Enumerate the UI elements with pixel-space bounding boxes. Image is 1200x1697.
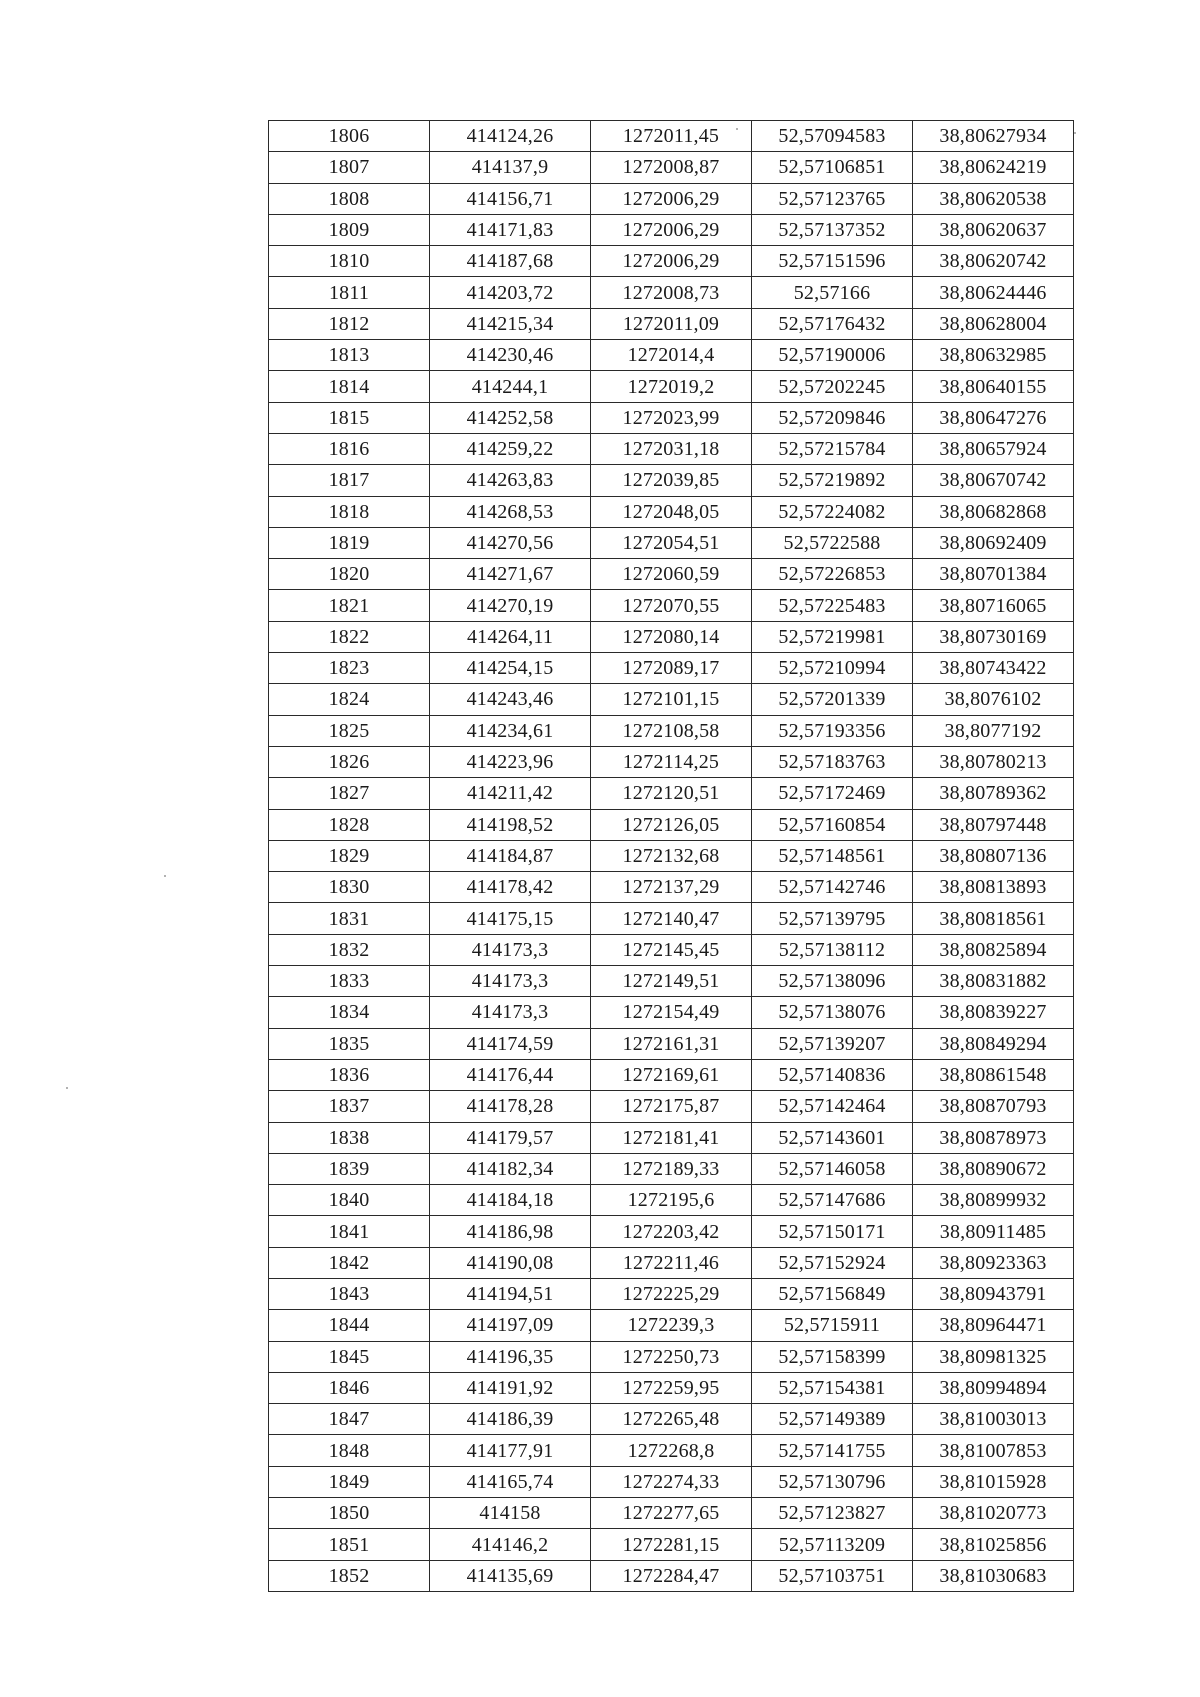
- point-number-cell: 1817: [269, 465, 430, 496]
- point-number-cell: 1841: [269, 1216, 430, 1247]
- point-number-cell: 1810: [269, 246, 430, 277]
- x-coordinate-cell: 414270,56: [430, 527, 591, 558]
- y-coordinate-cell: 1272250,73: [591, 1341, 752, 1372]
- table-row: [269, 1216, 1074, 1247]
- longitude-cell: 38,80849294: [913, 1028, 1074, 1059]
- y-coordinate-cell: 1272019,2: [591, 371, 752, 402]
- y-coordinate-cell: 1272225,29: [591, 1278, 752, 1309]
- point-number-cell: 1833: [269, 966, 430, 997]
- point-number-cell: 1811: [269, 277, 430, 308]
- y-coordinate-cell: 1272169,61: [591, 1059, 752, 1090]
- longitude-cell: 38,80627934: [913, 121, 1074, 152]
- table-row: [269, 1372, 1074, 1403]
- table-row: [269, 684, 1074, 715]
- longitude-cell: 38,80831882: [913, 966, 1074, 997]
- scan-speck: [736, 128, 738, 130]
- point-number-cell: 1837: [269, 1091, 430, 1122]
- longitude-cell: 38,81003013: [913, 1404, 1074, 1435]
- point-number-cell: 1808: [269, 183, 430, 214]
- point-number-cell: 1826: [269, 746, 430, 777]
- x-coordinate-cell: 414211,42: [430, 778, 591, 809]
- point-number-cell: 1836: [269, 1059, 430, 1090]
- table-row: [269, 1498, 1074, 1529]
- y-coordinate-cell: 1272154,49: [591, 997, 752, 1028]
- x-coordinate-cell: 414259,22: [430, 433, 591, 464]
- y-coordinate-cell: 1272149,51: [591, 966, 752, 997]
- table-row: [269, 1560, 1074, 1591]
- y-coordinate-cell: 1272080,14: [591, 621, 752, 652]
- table-row: [269, 121, 1074, 152]
- latitude-cell: 52,57137352: [752, 214, 913, 245]
- longitude-cell: 38,80716065: [913, 590, 1074, 621]
- latitude-cell: 52,57160854: [752, 809, 913, 840]
- latitude-cell: 52,57142746: [752, 872, 913, 903]
- x-coordinate-cell: 414176,44: [430, 1059, 591, 1090]
- x-coordinate-cell: 414178,28: [430, 1091, 591, 1122]
- longitude-cell: 38,80682868: [913, 496, 1074, 527]
- point-number-cell: 1832: [269, 934, 430, 965]
- x-coordinate-cell: 414171,83: [430, 214, 591, 245]
- latitude-cell: 52,57219981: [752, 621, 913, 652]
- point-number-cell: 1851: [269, 1529, 430, 1560]
- y-coordinate-cell: 1272211,46: [591, 1247, 752, 1278]
- latitude-cell: 52,5722588: [752, 527, 913, 558]
- y-coordinate-cell: 1272161,31: [591, 1028, 752, 1059]
- x-coordinate-cell: 414264,11: [430, 621, 591, 652]
- longitude-cell: 38,80813893: [913, 872, 1074, 903]
- longitude-cell: 38,81015928: [913, 1466, 1074, 1497]
- longitude-cell: 38,80825894: [913, 934, 1074, 965]
- y-coordinate-cell: 1272114,25: [591, 746, 752, 777]
- y-coordinate-cell: 1272006,29: [591, 246, 752, 277]
- latitude-cell: 52,57193356: [752, 715, 913, 746]
- point-number-cell: 1820: [269, 559, 430, 590]
- table-row: [269, 433, 1074, 464]
- latitude-cell: 52,57202245: [752, 371, 913, 402]
- point-number-cell: 1807: [269, 152, 430, 183]
- table-row: [269, 1059, 1074, 1090]
- point-number-cell: 1812: [269, 308, 430, 339]
- y-coordinate-cell: 1272031,18: [591, 433, 752, 464]
- table-row: [269, 809, 1074, 840]
- point-number-cell: 1846: [269, 1372, 430, 1403]
- table-row: [269, 527, 1074, 558]
- longitude-cell: 38,80981325: [913, 1341, 1074, 1372]
- longitude-cell: 38,80692409: [913, 527, 1074, 558]
- latitude-cell: 52,57152924: [752, 1247, 913, 1278]
- latitude-cell: 52,57113209: [752, 1529, 913, 1560]
- point-number-cell: 1824: [269, 684, 430, 715]
- longitude-cell: 38,80620742: [913, 246, 1074, 277]
- latitude-cell: 52,57138096: [752, 966, 913, 997]
- point-number-cell: 1816: [269, 433, 430, 464]
- table-row: [269, 746, 1074, 777]
- table-row: [269, 152, 1074, 183]
- point-number-cell: 1835: [269, 1028, 430, 1059]
- x-coordinate-cell: 414234,61: [430, 715, 591, 746]
- point-number-cell: 1843: [269, 1278, 430, 1309]
- point-number-cell: 1829: [269, 840, 430, 871]
- latitude-cell: 52,57106851: [752, 152, 913, 183]
- y-coordinate-cell: 1272274,33: [591, 1466, 752, 1497]
- x-coordinate-cell: 414223,96: [430, 746, 591, 777]
- point-number-cell: 1822: [269, 621, 430, 652]
- y-coordinate-cell: 1272070,55: [591, 590, 752, 621]
- y-coordinate-cell: 1272008,73: [591, 277, 752, 308]
- y-coordinate-cell: 1272284,47: [591, 1560, 752, 1591]
- y-coordinate-cell: 1272023,99: [591, 402, 752, 433]
- longitude-cell: 38,81025856: [913, 1529, 1074, 1560]
- x-coordinate-cell: 414156,71: [430, 183, 591, 214]
- table-row: [269, 1310, 1074, 1341]
- table-row: [269, 1247, 1074, 1278]
- y-coordinate-cell: 1272181,41: [591, 1122, 752, 1153]
- latitude-cell: 52,57142464: [752, 1091, 913, 1122]
- point-number-cell: 1852: [269, 1560, 430, 1591]
- longitude-cell: 38,80943791: [913, 1278, 1074, 1309]
- longitude-cell: 38,80620538: [913, 183, 1074, 214]
- y-coordinate-cell: 1272203,42: [591, 1216, 752, 1247]
- table-row: [269, 340, 1074, 371]
- point-number-cell: 1815: [269, 402, 430, 433]
- latitude-cell: 52,57210994: [752, 653, 913, 684]
- latitude-cell: 52,57130796: [752, 1466, 913, 1497]
- table-row: [269, 715, 1074, 746]
- latitude-cell: 52,57123765: [752, 183, 913, 214]
- table-row: [269, 1091, 1074, 1122]
- y-coordinate-cell: 1272014,4: [591, 340, 752, 371]
- x-coordinate-cell: 414124,26: [430, 121, 591, 152]
- table-row: [269, 778, 1074, 809]
- longitude-cell: 38,80789362: [913, 778, 1074, 809]
- table-row: [269, 934, 1074, 965]
- x-coordinate-cell: 414268,53: [430, 496, 591, 527]
- latitude-cell: 52,57215784: [752, 433, 913, 464]
- x-coordinate-cell: 414186,98: [430, 1216, 591, 1247]
- y-coordinate-cell: 1272132,68: [591, 840, 752, 871]
- longitude-cell: 38,80964471: [913, 1310, 1074, 1341]
- point-number-cell: 1847: [269, 1404, 430, 1435]
- longitude-cell: 38,80628004: [913, 308, 1074, 339]
- latitude-cell: 52,57166: [752, 277, 913, 308]
- table-row: [269, 559, 1074, 590]
- point-number-cell: 1839: [269, 1153, 430, 1184]
- table-row: [269, 465, 1074, 496]
- x-coordinate-cell: 414191,92: [430, 1372, 591, 1403]
- point-number-cell: 1819: [269, 527, 430, 558]
- latitude-cell: 52,57172469: [752, 778, 913, 809]
- x-coordinate-cell: 414184,18: [430, 1185, 591, 1216]
- point-number-cell: 1809: [269, 214, 430, 245]
- y-coordinate-cell: 1272101,15: [591, 684, 752, 715]
- scan-speck: [1074, 132, 1076, 134]
- table-row: [269, 903, 1074, 934]
- latitude-cell: 52,57094583: [752, 121, 913, 152]
- point-number-cell: 1825: [269, 715, 430, 746]
- table-row: [269, 1122, 1074, 1153]
- latitude-cell: 52,5715911: [752, 1310, 913, 1341]
- y-coordinate-cell: 1272145,45: [591, 934, 752, 965]
- latitude-cell: 52,57190006: [752, 340, 913, 371]
- y-coordinate-cell: 1272039,85: [591, 465, 752, 496]
- point-number-cell: 1840: [269, 1185, 430, 1216]
- x-coordinate-cell: 414203,72: [430, 277, 591, 308]
- longitude-cell: 38,80911485: [913, 1216, 1074, 1247]
- longitude-cell: 38,80870793: [913, 1091, 1074, 1122]
- longitude-cell: 38,80640155: [913, 371, 1074, 402]
- latitude-cell: 52,57225483: [752, 590, 913, 621]
- x-coordinate-cell: 414254,15: [430, 653, 591, 684]
- table-row: [269, 1028, 1074, 1059]
- y-coordinate-cell: 1272140,47: [591, 903, 752, 934]
- table-row: [269, 590, 1074, 621]
- x-coordinate-cell: 414197,09: [430, 1310, 591, 1341]
- latitude-cell: 52,57149389: [752, 1404, 913, 1435]
- longitude-cell: 38,80797448: [913, 809, 1074, 840]
- latitude-cell: 52,57154381: [752, 1372, 913, 1403]
- longitude-cell: 38,81030683: [913, 1560, 1074, 1591]
- y-coordinate-cell: 1272011,09: [591, 308, 752, 339]
- y-coordinate-cell: 1272277,65: [591, 1498, 752, 1529]
- longitude-cell: 38,8076102: [913, 684, 1074, 715]
- table-row: [269, 966, 1074, 997]
- table-row: [269, 1278, 1074, 1309]
- latitude-cell: 52,57147686: [752, 1185, 913, 1216]
- x-coordinate-cell: 414177,91: [430, 1435, 591, 1466]
- point-number-cell: 1850: [269, 1498, 430, 1529]
- y-coordinate-cell: 1272008,87: [591, 152, 752, 183]
- longitude-cell: 38,80780213: [913, 746, 1074, 777]
- y-coordinate-cell: 1272259,95: [591, 1372, 752, 1403]
- x-coordinate-cell: 414252,58: [430, 402, 591, 433]
- table-row: [269, 1466, 1074, 1497]
- table-row: [269, 1529, 1074, 1560]
- point-number-cell: 1818: [269, 496, 430, 527]
- table-row: [269, 1185, 1074, 1216]
- longitude-cell: 38,80647276: [913, 402, 1074, 433]
- y-coordinate-cell: 1272048,05: [591, 496, 752, 527]
- longitude-cell: 38,80878973: [913, 1122, 1074, 1153]
- point-number-cell: 1827: [269, 778, 430, 809]
- coordinate-table-body: [269, 121, 1074, 1592]
- longitude-cell: 38,80839227: [913, 997, 1074, 1028]
- latitude-cell: 52,57156849: [752, 1278, 913, 1309]
- latitude-cell: 52,57209846: [752, 402, 913, 433]
- longitude-cell: 38,80818561: [913, 903, 1074, 934]
- y-coordinate-cell: 1272239,3: [591, 1310, 752, 1341]
- longitude-cell: 38,80807136: [913, 840, 1074, 871]
- x-coordinate-cell: 414194,51: [430, 1278, 591, 1309]
- table-row: [269, 277, 1074, 308]
- table-row: [269, 214, 1074, 245]
- longitude-cell: 38,80899932: [913, 1185, 1074, 1216]
- latitude-cell: 52,57138076: [752, 997, 913, 1028]
- latitude-cell: 52,57123827: [752, 1498, 913, 1529]
- table-row: [269, 308, 1074, 339]
- point-number-cell: 1842: [269, 1247, 430, 1278]
- latitude-cell: 52,57140836: [752, 1059, 913, 1090]
- point-number-cell: 1823: [269, 653, 430, 684]
- x-coordinate-cell: 414270,19: [430, 590, 591, 621]
- x-coordinate-cell: 414198,52: [430, 809, 591, 840]
- point-number-cell: 1849: [269, 1466, 430, 1497]
- table-row: [269, 402, 1074, 433]
- y-coordinate-cell: 1272089,17: [591, 653, 752, 684]
- y-coordinate-cell: 1272054,51: [591, 527, 752, 558]
- longitude-cell: 38,80923363: [913, 1247, 1074, 1278]
- point-number-cell: 1813: [269, 340, 430, 371]
- scan-speck: [164, 875, 166, 877]
- y-coordinate-cell: 1272108,58: [591, 715, 752, 746]
- x-coordinate-cell: 414190,08: [430, 1247, 591, 1278]
- y-coordinate-cell: 1272175,87: [591, 1091, 752, 1122]
- y-coordinate-cell: 1272006,29: [591, 183, 752, 214]
- y-coordinate-cell: 1272281,15: [591, 1529, 752, 1560]
- x-coordinate-cell: 414243,46: [430, 684, 591, 715]
- table-row: [269, 1435, 1074, 1466]
- x-coordinate-cell: 414186,39: [430, 1404, 591, 1435]
- latitude-cell: 52,57141755: [752, 1435, 913, 1466]
- x-coordinate-cell: 414173,3: [430, 966, 591, 997]
- x-coordinate-cell: 414187,68: [430, 246, 591, 277]
- table-row: [269, 371, 1074, 402]
- y-coordinate-cell: 1272265,48: [591, 1404, 752, 1435]
- longitude-cell: 38,80657924: [913, 433, 1074, 464]
- latitude-cell: 52,57158399: [752, 1341, 913, 1372]
- y-coordinate-cell: 1272120,51: [591, 778, 752, 809]
- longitude-cell: 38,80743422: [913, 653, 1074, 684]
- latitude-cell: 52,57139207: [752, 1028, 913, 1059]
- x-coordinate-cell: 414215,34: [430, 308, 591, 339]
- longitude-cell: 38,80730169: [913, 621, 1074, 652]
- longitude-cell: 38,80624219: [913, 152, 1074, 183]
- table-row: [269, 1404, 1074, 1435]
- longitude-cell: 38,80861548: [913, 1059, 1074, 1090]
- longitude-cell: 38,80632985: [913, 340, 1074, 371]
- point-number-cell: 1828: [269, 809, 430, 840]
- y-coordinate-cell: 1272268,8: [591, 1435, 752, 1466]
- point-number-cell: 1848: [269, 1435, 430, 1466]
- y-coordinate-cell: 1272189,33: [591, 1153, 752, 1184]
- latitude-cell: 52,57148561: [752, 840, 913, 871]
- x-coordinate-cell: 414175,15: [430, 903, 591, 934]
- latitude-cell: 52,57139795: [752, 903, 913, 934]
- longitude-cell: 38,8077192: [913, 715, 1074, 746]
- coordinate-table: [268, 120, 1074, 1592]
- y-coordinate-cell: 1272137,29: [591, 872, 752, 903]
- point-number-cell: 1838: [269, 1122, 430, 1153]
- latitude-cell: 52,57183763: [752, 746, 913, 777]
- x-coordinate-cell: 414182,34: [430, 1153, 591, 1184]
- longitude-cell: 38,80624446: [913, 277, 1074, 308]
- x-coordinate-cell: 414137,9: [430, 152, 591, 183]
- latitude-cell: 52,57224082: [752, 496, 913, 527]
- y-coordinate-cell: 1272006,29: [591, 214, 752, 245]
- table-row: [269, 246, 1074, 277]
- longitude-cell: 38,80670742: [913, 465, 1074, 496]
- point-number-cell: 1834: [269, 997, 430, 1028]
- table-row: [269, 1341, 1074, 1372]
- x-coordinate-cell: 414165,74: [430, 1466, 591, 1497]
- longitude-cell: 38,80701384: [913, 559, 1074, 590]
- x-coordinate-cell: 414173,3: [430, 934, 591, 965]
- point-number-cell: 1845: [269, 1341, 430, 1372]
- x-coordinate-cell: 414230,46: [430, 340, 591, 371]
- x-coordinate-cell: 414178,42: [430, 872, 591, 903]
- point-number-cell: 1830: [269, 872, 430, 903]
- point-number-cell: 1821: [269, 590, 430, 621]
- y-coordinate-cell: 1272011,45: [591, 121, 752, 152]
- point-number-cell: 1844: [269, 1310, 430, 1341]
- latitude-cell: 52,57151596: [752, 246, 913, 277]
- x-coordinate-cell: 414244,1: [430, 371, 591, 402]
- table-row: [269, 872, 1074, 903]
- point-number-cell: 1806: [269, 121, 430, 152]
- y-coordinate-cell: 1272060,59: [591, 559, 752, 590]
- y-coordinate-cell: 1272126,05: [591, 809, 752, 840]
- longitude-cell: 38,80620637: [913, 214, 1074, 245]
- x-coordinate-cell: 414158: [430, 1498, 591, 1529]
- point-number-cell: 1814: [269, 371, 430, 402]
- x-coordinate-cell: 414135,69: [430, 1560, 591, 1591]
- table-row: [269, 997, 1074, 1028]
- x-coordinate-cell: 414184,87: [430, 840, 591, 871]
- x-coordinate-cell: 414196,35: [430, 1341, 591, 1372]
- longitude-cell: 38,81020773: [913, 1498, 1074, 1529]
- x-coordinate-cell: 414179,57: [430, 1122, 591, 1153]
- table-row: [269, 183, 1074, 214]
- y-coordinate-cell: 1272195,6: [591, 1185, 752, 1216]
- latitude-cell: 52,57138112: [752, 934, 913, 965]
- table-row: [269, 1153, 1074, 1184]
- x-coordinate-cell: 414271,67: [430, 559, 591, 590]
- longitude-cell: 38,80890672: [913, 1153, 1074, 1184]
- x-coordinate-cell: 414174,59: [430, 1028, 591, 1059]
- latitude-cell: 52,57143601: [752, 1122, 913, 1153]
- table-row: [269, 653, 1074, 684]
- longitude-cell: 38,81007853: [913, 1435, 1074, 1466]
- latitude-cell: 52,57146058: [752, 1153, 913, 1184]
- latitude-cell: 52,57176432: [752, 308, 913, 339]
- latitude-cell: 52,57150171: [752, 1216, 913, 1247]
- latitude-cell: 52,57201339: [752, 684, 913, 715]
- longitude-cell: 38,80994894: [913, 1372, 1074, 1403]
- scan-speck: [66, 1087, 68, 1089]
- latitude-cell: 52,57219892: [752, 465, 913, 496]
- latitude-cell: 52,57103751: [752, 1560, 913, 1591]
- x-coordinate-cell: 414146,2: [430, 1529, 591, 1560]
- point-number-cell: 1831: [269, 903, 430, 934]
- x-coordinate-cell: 414263,83: [430, 465, 591, 496]
- latitude-cell: 52,57226853: [752, 559, 913, 590]
- x-coordinate-cell: 414173,3: [430, 997, 591, 1028]
- table-row: [269, 840, 1074, 871]
- table-row: [269, 621, 1074, 652]
- table-row: [269, 496, 1074, 527]
